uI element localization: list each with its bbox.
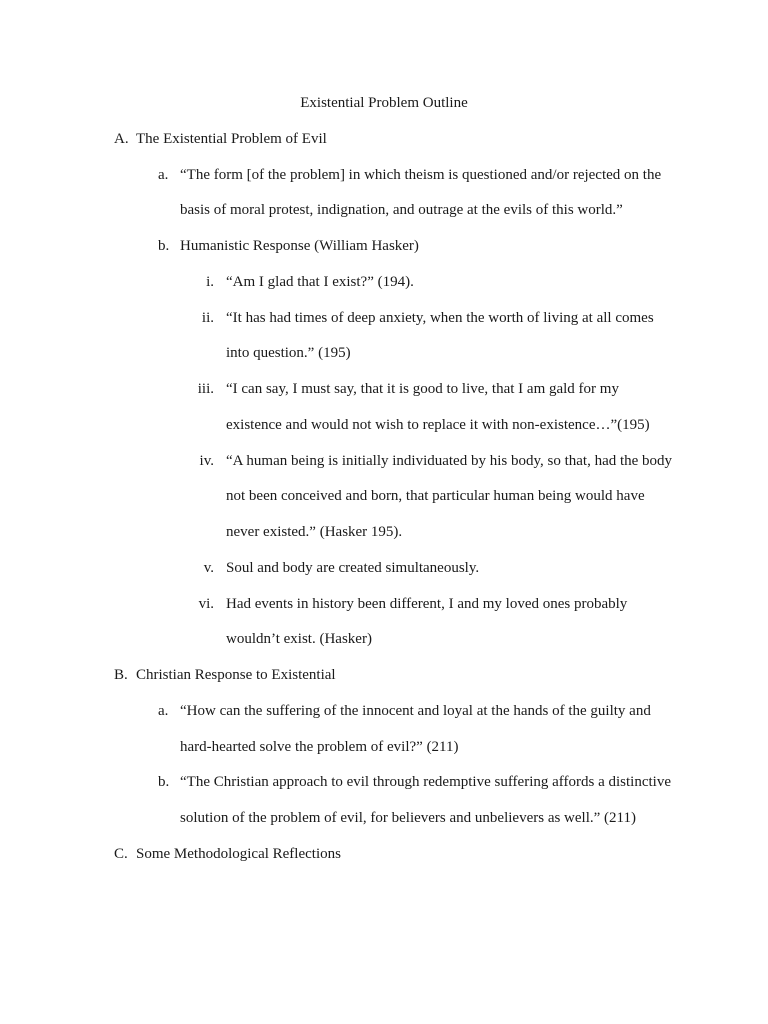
subitem-label: i. [206, 274, 214, 290]
item-text-line: Humanistic Response (William Hasker) [180, 238, 419, 254]
section-heading: Christian Response to Existential [136, 667, 336, 683]
subitem-label: ii. [201, 310, 214, 326]
subitem-label: iii. [197, 381, 214, 397]
section-heading: Some Methodological Reflections [136, 846, 341, 862]
subitem-text-line: existence and would not wish to replace it with non-existence…”(195) [226, 417, 650, 433]
subitem-text-line: “A human being is initially individuated by his body, so that, had the body [226, 453, 673, 469]
item-text-line: solution of the problem of evil, for believers and unbelievers as well.” (211) [180, 810, 636, 826]
item-text-line: “How can the suffering of the innocent and loyal at the hands of the guilty and [180, 703, 651, 719]
item-label: b. [158, 774, 170, 790]
section-label: C. [114, 846, 128, 862]
subitem-label: vi. [198, 596, 214, 612]
page-title: Existential Problem Outline [300, 95, 468, 111]
subitem-label: iv. [199, 453, 214, 469]
subitem-text-line: “I can say, I must say, that it is good to live, that I am gald for my [226, 381, 619, 397]
subitem-text-line: never existed.” (Hasker 195). [226, 524, 403, 540]
item-text-line: hard-hearted solve the problem of evil?” (211) [180, 739, 459, 755]
item-text-line: “The Christian approach to evil through redemptive suffering affords a distinctive [180, 774, 671, 790]
item-label: a. [158, 703, 169, 719]
item-label: a. [158, 167, 169, 183]
item-text-line: “The form [of the problem] in which theism is questioned and/or rejected on the [180, 167, 662, 183]
section-label: A. [114, 131, 129, 147]
subitem-text-line: Had events in history been different, I and my loved ones probably [226, 596, 628, 612]
item-label: b. [158, 238, 170, 254]
section-label: B. [114, 667, 128, 683]
subitem-text-line: “It has had times of deep anxiety, when the worth of living at all comes [226, 310, 654, 326]
subitem-label: v. [203, 560, 214, 576]
item-text-line: basis of moral protest, indignation, and outrage at the evils of this world.” [180, 202, 623, 218]
subitem-text-line: “Am I glad that I exist?” (194). [226, 274, 414, 290]
subitem-text-line: Soul and body are created simultaneously. [226, 560, 480, 576]
section-heading: The Existential Problem of Evil [136, 131, 327, 147]
subitem-text-line: not been conceived and born, that particular human being would have [226, 488, 645, 504]
subitem-text-line: wouldn’t exist. (Hasker) [226, 631, 372, 647]
subitem-text-line: into question.” (195) [226, 345, 351, 361]
